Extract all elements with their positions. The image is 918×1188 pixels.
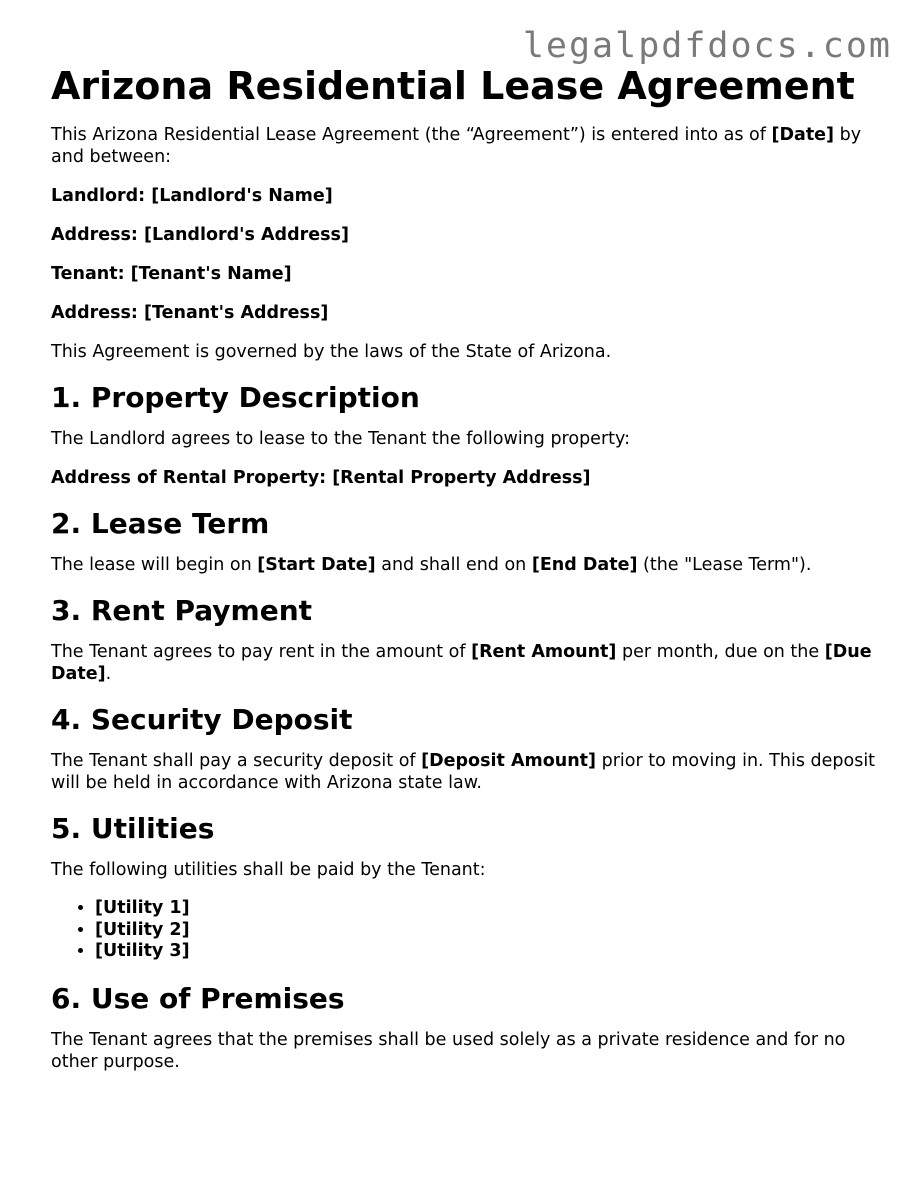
list-item: • [Utility 3] xyxy=(95,941,881,963)
intro-date-placeholder: [Date] xyxy=(771,125,835,145)
deposit-text-1: The Tenant shall pay a security deposit of xyxy=(51,751,422,771)
term-text-3: (the "Lease Term"). xyxy=(637,555,812,575)
landlord-address-line: Address: [Landlord's Address] xyxy=(51,225,349,245)
deposit-text-2: prior to moving in. This deposit will be held in accordance with Arizona state law. xyxy=(51,751,876,793)
due-date-placeholder: [Due Date] xyxy=(51,642,872,684)
intro-text-before: This Arizona Residential Lease Agreement (the “Agreement”) is entered into as of xyxy=(51,125,772,145)
term-text-2: and shall end on xyxy=(375,555,532,575)
start-date-placeholder: [Start Date] xyxy=(257,555,376,575)
end-date-placeholder: [End Date] xyxy=(531,555,638,575)
document-title: Arizona Residential Lease Agreement xyxy=(51,64,855,108)
intro-paragraph xyxy=(51,124,881,168)
lease-term-text xyxy=(51,554,881,576)
security-deposit-text xyxy=(51,750,881,794)
section-property xyxy=(51,380,881,489)
rent-payment-text xyxy=(51,641,881,685)
governing-law: This Agreement is governed by the laws of the State of Arizona. xyxy=(51,342,612,362)
section-heading-property: 1. Property Description xyxy=(51,381,420,414)
rent-text-3: . xyxy=(105,664,112,684)
section-lease-term xyxy=(51,506,881,576)
list-item: • [Utility 1] xyxy=(95,898,881,920)
list-item: • [Utility 2] xyxy=(95,920,881,942)
utilities-list xyxy=(51,898,881,963)
landlord-name-line: Landlord: [Landlord's Name] xyxy=(51,186,333,206)
section-heading-use-of-premises: 6. Use of Premises xyxy=(51,981,345,1015)
section-heading-utilities: 5. Utilities xyxy=(51,812,215,845)
section-security-deposit xyxy=(51,702,881,794)
section-heading-rent-payment: 3. Rent Payment xyxy=(51,594,313,627)
section-heading-lease-term: 2. Lease Term xyxy=(51,507,270,540)
rent-text-1: The Tenant agrees to pay rent in the amount of xyxy=(51,642,472,662)
rent-amount-placeholder: [Rent Amount] xyxy=(471,642,617,662)
utilities-text: The following utilities shall be paid by the Tenant: xyxy=(51,860,486,880)
tenant-address-line: Address: [Tenant's Address] xyxy=(51,303,329,323)
section-heading-security-deposit: 4. Security Deposit xyxy=(51,703,353,736)
rent-text-2: per month, due on the xyxy=(616,642,825,662)
property-text: The Landlord agrees to lease to the Tenant the following property: xyxy=(51,429,630,449)
tenant-name-line: Tenant: [Tenant's Name] xyxy=(51,264,292,284)
section-utilities xyxy=(51,811,881,963)
section-rent-payment xyxy=(51,593,881,685)
deposit-amount-placeholder: [Deposit Amount] xyxy=(421,751,597,771)
site-watermark: legalpdfdocs.com xyxy=(522,26,892,66)
term-text-1: The lease will begin on xyxy=(51,555,258,575)
section-use-of-premises xyxy=(51,981,881,1073)
use-of-premises-text: The Tenant agrees that the premises shall be used solely as a private residence and for no other purpose. xyxy=(51,1029,846,1072)
lease-document xyxy=(51,62,881,1090)
intro-text-after: by and between: xyxy=(51,125,862,167)
property-address-line: Address of Rental Property: [Rental Property Address] xyxy=(51,468,591,488)
